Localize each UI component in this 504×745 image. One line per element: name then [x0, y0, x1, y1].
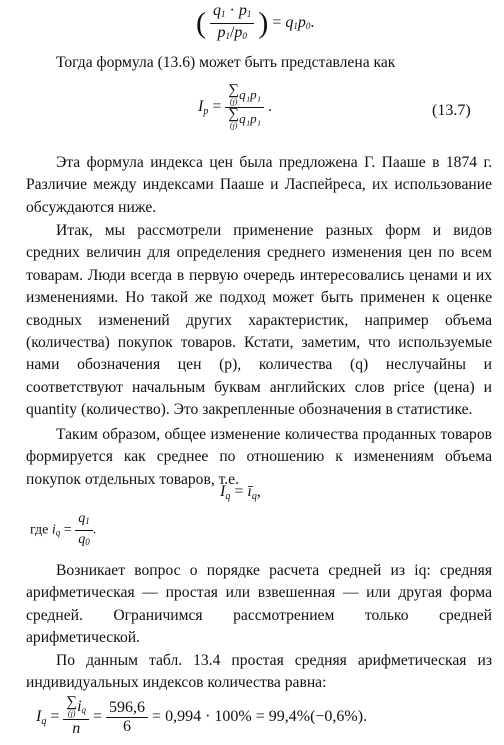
paragraph-paasche: Эта формула индекса цен была предложена Г. Пааше в 1874 г. Различие между индексами Пааше и Ласпейреса, их использование обсуждаются ниже. [26, 154, 492, 216]
paragraph-summary: Итак, мы рассмотрели применение разных форм и видов средних величин для определения среднего изменения цен по всем товарам. Люди всегда в первую очередь интересовались ценами и их изменениями. Но такой же подход может быть применен к оценке сводных изменений других характеристик, например объема (количества) покупок товаров. Кстати, заметим, что используемые нами обозначения цен (p), количества (q) неслучайны и соответствуют начальным буквам английских слов price (цена) и quantity (количество). Это закрепленные обозначения в статистике. [26, 222, 492, 419]
formula-final: $I_q$ = ∑ (j) iq n = $\frac{596,6}{6}$ = 0,994 · 100% = 99,4%(−0,6%). [36, 694, 368, 738]
formula-iq: $I_q$ = $ī_q$, [220, 483, 261, 502]
formula-ip: $I_p$ = ∑ (j) q₁p₁ ∑ (j) q₁p₁ . [198, 82, 273, 130]
formula-top: ( $\frac{q1 \cdot p1}{p1/p0}$ ) = q1p0. [196, 2, 314, 45]
formula-final-fraction-1: ∑ (j) iq n [63, 696, 89, 738]
paragraph-table: По данным табл. 13.4 простая средняя арифметическая из индивидуальных индексов количества равна: [26, 652, 492, 692]
paragraph-quantity: Таким образом, общее изменение количества проданных товаров формируется как среднее по отношению к изменениям объема покупок отдельных товаров, т.е. [26, 426, 492, 488]
paragraph-question: Возникает вопрос о порядке расчета средней из iq: средняя арифметическая — простая или взвешенная — или другая форма средней. Ограничимся рассмотрением только средней арифметической. [26, 562, 492, 647]
formula-where-fraction: $\frac{q1}{q0}$ [75, 510, 93, 551]
formula-where: где iq = $\frac{q1}{q0}$ . [30, 510, 96, 551]
formula-top-fraction: $\frac{q1 \cdot p1}{p1/p0}$ [210, 2, 254, 45]
equation-number: (13.7) [432, 102, 471, 119]
formula-ip-fraction: ∑ (j) q₁p₁ ∑ (j) q₁p₁ [225, 84, 264, 131]
formula-final-fraction-2: $\frac{596,6}{6}$ [106, 699, 148, 736]
paren-left: ( [196, 6, 206, 40]
paren-right: ) [258, 6, 269, 40]
intro-line: Тогда формула (13.6) может быть представлена как [56, 54, 396, 71]
